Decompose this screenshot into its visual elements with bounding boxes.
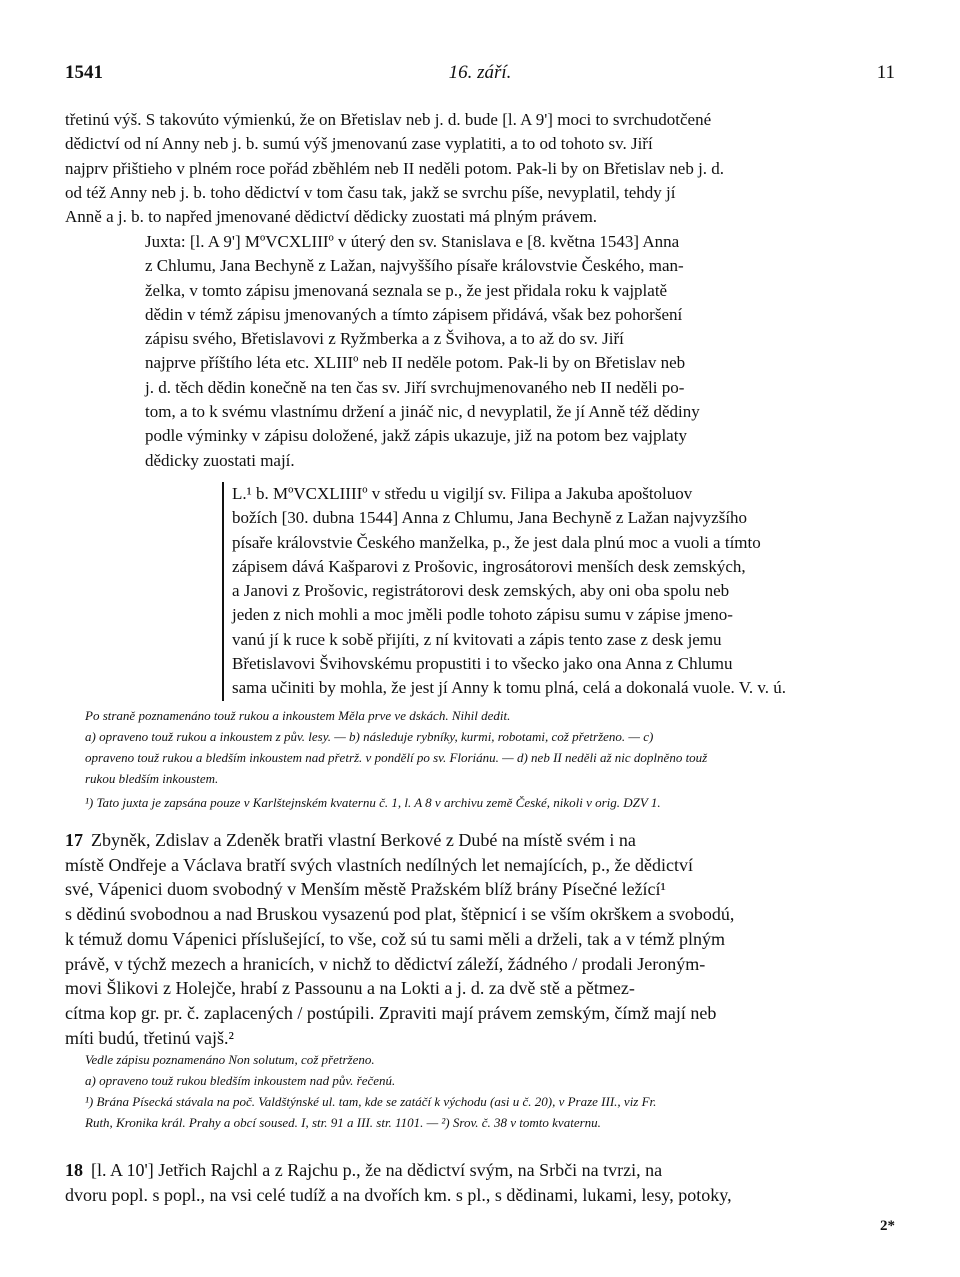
text-line: z Chlumu, Jana Bechyně z Lažan, najvyššího písaře královstvie Českého, man-: [145, 256, 684, 276]
text-line: cítma kop gr. pr. č. zaplacených / postúpili. Zpraviti mají právem zemským, čímž mají neb: [65, 1002, 717, 1023]
juxta-paragraph: [145, 230, 895, 473]
entry-first-line: [65, 828, 895, 853]
text-line: a Janovi z Prošovic, registrátorovi desk zemských, aby oni oba spolu neb: [232, 581, 730, 601]
text-line: dvoru popl. s popl., na vsi celé tudíž a na dvořích km. s pl., s dědinami, lukami, lesy, potoky,: [65, 1184, 732, 1205]
variant-note: opraveno touž rukou a bledším inkoustem nad přetrž. v pondělí po sv. Floriánu. — d) neb II neděli až nic doplněno touž: [85, 750, 708, 765]
text-line: dědin v témž zápisu jmenovaných a tímto zápisem přidává, však bez pohoršení: [145, 304, 683, 324]
text-line: právě, v týchž mezech a hranicích, v nichž to dědictví záleží, žádného / prodali Jeroným-: [65, 953, 706, 974]
text-line: najprve příštího léta etc. XLIIIº neb II neděle potom. Pak-li by on Břetislav neb: [145, 353, 686, 373]
text-line: jeden z nich mohli a moc jměli podle tohoto zápisu sumu v zápise jmeno-: [232, 605, 733, 625]
text-line: třetinú výš. S takovúto výmienkú, že on Břetislav neb j. d. bude [l. A 9'] moci to svrchudotčené: [65, 110, 712, 129]
text-line: Anně a j. b. to napřed jmenované dědictví dědicky zuostati má plným právem.: [65, 207, 598, 227]
text-line: tom, a to k svému vlastnímu držení a jináč nic, d nevyplatil, že jí Anně též dědiny: [145, 402, 700, 422]
text-line: najprv přištieho v plném roce pořád zběhlém neb II neděli potom. Pak-li by on Břetislav neb j. d.: [65, 158, 725, 178]
text-line: dědictví od ní Anny neb j. b. sumú výš jmenovanú zase vyplatiti, a to od tohoto sv. Jiří: [65, 134, 653, 154]
text-line: [l. A 10'] Jetřich Rajchl a z Rajchu p., že na dědictví svým, na Srbči na tvrzi, na: [91, 1160, 663, 1180]
text-line: Juxta: [l. A 9'] MºVCXLIIIº v úterý den sv. Stanislava e [8. května 1543] Anna: [145, 232, 680, 251]
footnote: Ruth, Kronika král. Prahy a obcí soused. I, str. 91 a III. str. 1101. — ²) Srov. č. 38 v tomto kvaternu.: [85, 1115, 601, 1130]
entry-17: [65, 828, 895, 1050]
entry-18: [65, 1158, 895, 1207]
text-line: své, Vápenici duom svobodný v Menším městě Pražském blíž brány Písečné ležící¹: [65, 879, 666, 900]
running-header: [65, 62, 895, 92]
text-line: sama učiniti by mohla, že jest jí Anny k tomu plná, celá a dokonalá vuole. V. v. ú.: [232, 678, 786, 698]
footnote: ¹) Tato juxta je zapsána pouze v Karlštejnském kvaternu č. 1, l. A 8 v archivu země České, nikoli v orig. DZV 1.: [85, 795, 661, 810]
text-line: božích [30. dubna 1544] Anna z Chlumu, Jana Bechyně z Lažan najvyzšího: [232, 508, 748, 528]
margin-note: Vedle zápisu poznamenáno Non solutum, což přetrženo.: [85, 1052, 375, 1067]
header-year: 1541: [65, 62, 103, 83]
marked-block: [222, 482, 902, 701]
variant-note: rukou bledším inkoustem.: [85, 771, 219, 786]
text-line: dědicky zuostati mají.: [145, 450, 295, 470]
text-line: písaře královstvie Českého manželka, p., že jest dala plnú moc a vuoli a tímto: [232, 532, 761, 552]
continuation-text: [65, 108, 895, 229]
signature-mark: 2*: [880, 1218, 895, 1234]
text-line: movi Šlikovi z Holejče, hrabí z Passounu a na Lokti a j. d. za dvě stě a pětmez-: [65, 978, 635, 999]
margin-note: Po straně poznamenáno touž rukou a inkoustem Měla prve ve dskách. Nihil dedit.: [85, 708, 511, 723]
text-line: zápisu svého, Břetislavovi z Ryžmberka a z Švihova, a to až do sv. Jiří: [145, 329, 624, 349]
footnote: ¹) Brána Písecká stávala na poč. Valdštýnské ul. tam, kde se zatáčí k východu (asi u č. 20), v Praze III., viz Fr.: [85, 1094, 657, 1109]
text-line: želka, v tomto zápisu jmenovaná seznala se p., že jest přidala roku k vajplatě: [145, 280, 668, 300]
variant-note: a) opraveno touž rukou a inkoustem z pův. lesy. — b) následuje rybníky, kurmi, robotami, což přetrženo. — c): [85, 729, 654, 744]
text-line: místě Ondřeje a Václava bratří svých vlastních nedílných let nemajících, p., že dědictví: [65, 854, 693, 875]
variant-note: a) opraveno touž rukou bledším inkoustem nad pův. řečenú.: [85, 1073, 396, 1088]
text-line: zápisem dává Kašparovi z Prošovic, ingrosátorovi menších desk zemských,: [232, 556, 746, 576]
text-line: j. d. těch dědin konečně na ten čas sv. Jiří svrchujmenovaného neb II neděli po-: [145, 377, 685, 397]
text-line: Zbyněk, Zdislav a Zdeněk bratři vlastní Berkové z Dubé na místě svém i na: [91, 830, 636, 850]
text-line: podle výminky v zápisu doložené, jakž zápis ukazuje, již na potom bez vajplaty: [145, 426, 687, 446]
entry-number: 17: [65, 830, 83, 850]
text-line: vanú jí k ruce k sobě přijíti, z ní kvitovati a zápis tento zase z desk jemu: [232, 629, 722, 649]
text-line: od též Anny neb j. b. toho dědictví v tom času tak, jakž se svrchu píše, nevyplatil, tehdy jí: [65, 182, 676, 202]
entry-first-line: [65, 1158, 895, 1183]
header-page-number: 11: [876, 62, 895, 83]
text-line: L.¹ b. MºVCXLIIIIº v středu u vigiljí sv. Filipa a Jakuba apoštoluov: [232, 484, 693, 503]
notes-entry-17: [85, 1050, 893, 1134]
text-line: s dědinú svobodnou a nad Bruskou vysazenú pod plat, štěpnicí i se vším okrškem a svobodú,: [65, 904, 735, 925]
text-line: Břetislavovi Švihovskému propustiti i to všecko jako ona Anna z Chlumu: [232, 654, 733, 674]
header-date: 16. září.: [448, 62, 512, 83]
entry-number: 18: [65, 1160, 83, 1180]
text-line: míti budú, třetinú vajš.²: [65, 1027, 234, 1048]
text-line: k témuž domu Vápenici příslušející, to vše, což sú tu sami měli a drželi, tak a v témž plným: [65, 928, 726, 949]
notes-entry-16: [85, 706, 893, 814]
